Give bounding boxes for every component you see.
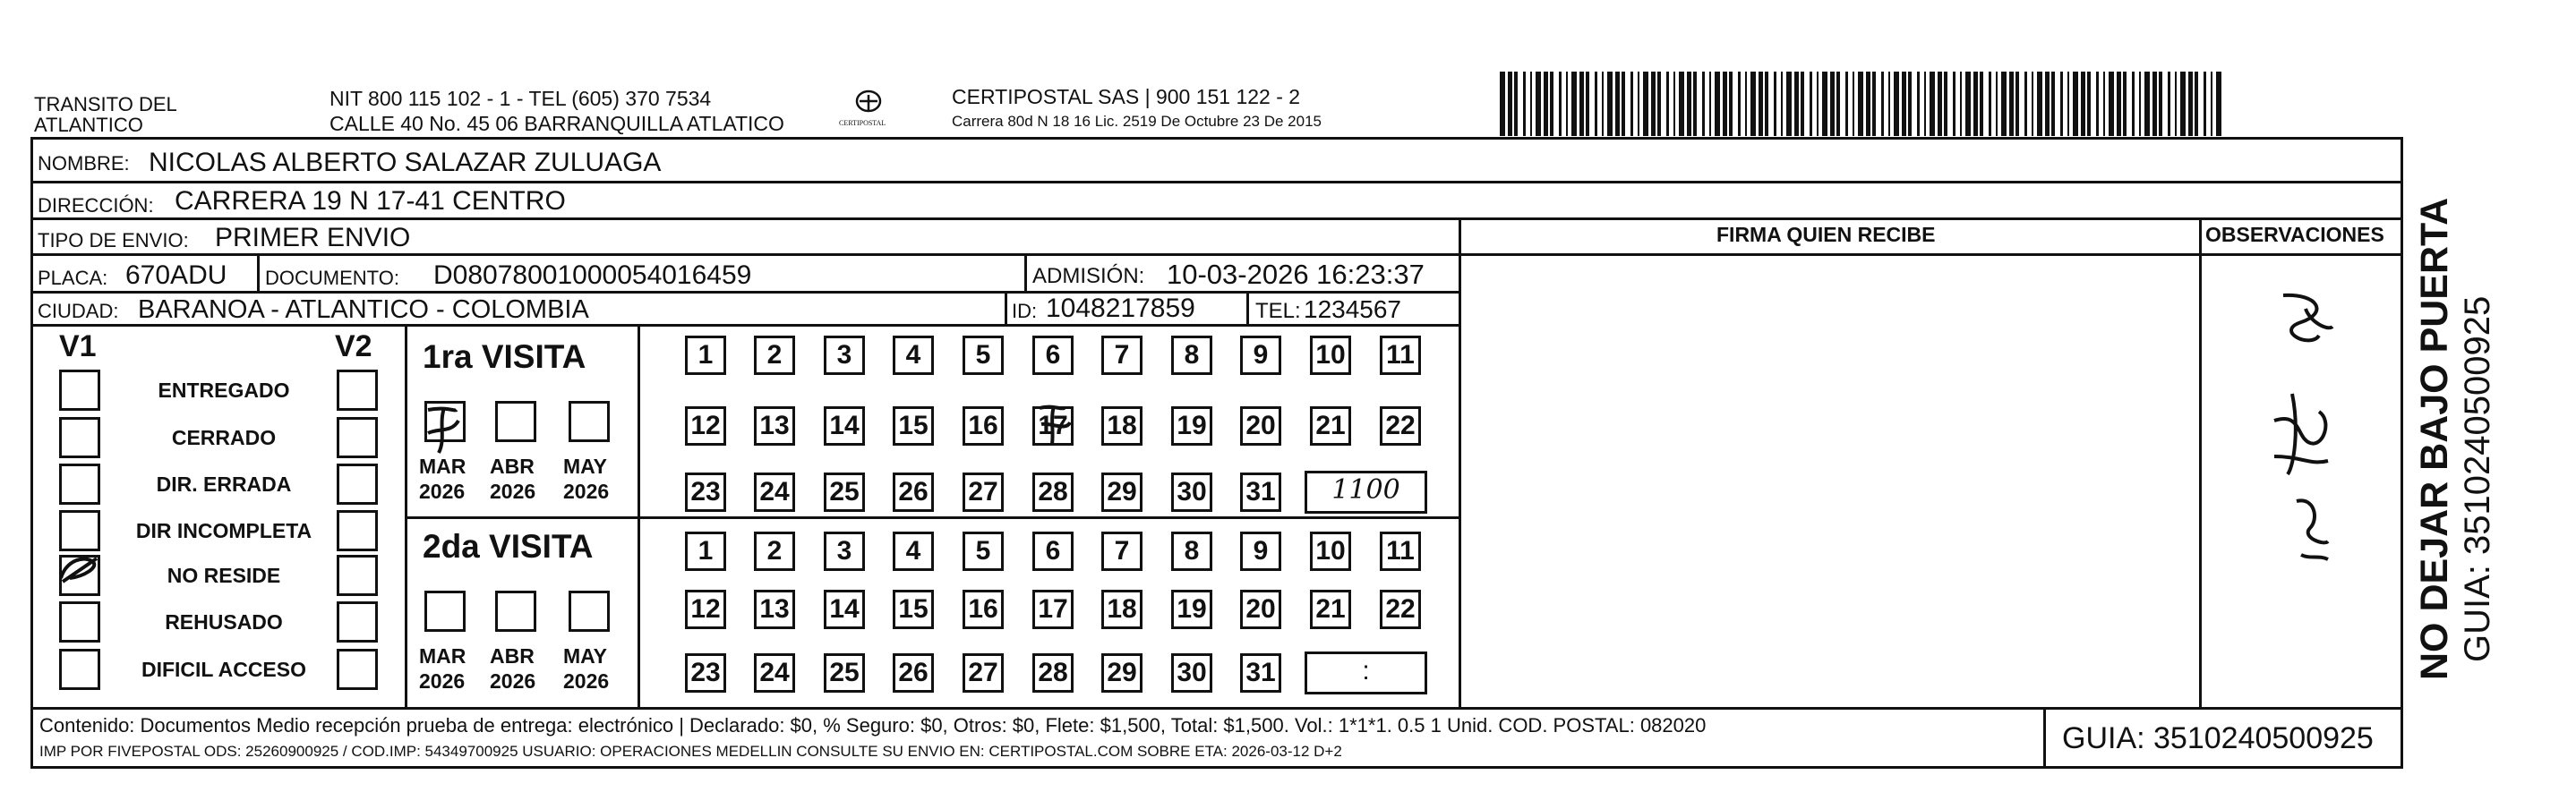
placa-label: PLACA:: [38, 267, 108, 289]
day-box[interactable]: 2: [754, 532, 795, 571]
day-box[interactable]: 5: [963, 532, 1004, 571]
day-box[interactable]: 12: [685, 590, 726, 629]
day-box[interactable]: 24: [754, 473, 795, 512]
month-checkbox[interactable]: [495, 591, 536, 632]
day-box[interactable]: 6: [1032, 336, 1074, 375]
v1-label: V1: [59, 329, 97, 363]
footer-imp-line: IMP POR FIVEPOSTAL ODS: 25260900925 / COD.IMP: 54349700925 USUARIO: OPERACIONES MEDELLIN CONSULTE SU ENVIO EN: CERTIPOSTAL.COM SOBRE ETA: 2026-03-12 D+2: [39, 743, 1342, 760]
signature-scribble-icon: [2247, 286, 2346, 582]
license-line: Carrera 80d N 18 16 Lic. 2519 De Octubre 23 De 2015: [952, 113, 1322, 130]
day-box[interactable]: 7: [1101, 336, 1143, 375]
status-label: REHUSADO: [165, 610, 283, 634]
day-box[interactable]: 5: [963, 336, 1004, 375]
org-line2: ATLANTICO: [34, 114, 143, 136]
admision-label: ADMISIÓN:: [1032, 264, 1145, 288]
admision-value: 10-03-2026 16:23:37: [1167, 259, 1425, 290]
org-line1: TRANSITO DEL: [34, 93, 177, 115]
day-box[interactable]: 17: [1032, 406, 1074, 446]
tel-value: 1234567: [1304, 295, 1402, 323]
day-box[interactable]: 31: [1240, 473, 1281, 512]
day-box[interactable]: 24: [754, 653, 795, 693]
day-box[interactable]: 23: [685, 653, 726, 693]
month-checkbox[interactable]: [569, 591, 610, 632]
status-label: CERRADO: [171, 426, 277, 449]
id-value: 1048217859: [1046, 294, 1195, 323]
day-box[interactable]: 21: [1310, 406, 1351, 446]
handwritten-check-icon: [419, 403, 468, 456]
direccion-label: DIRECCIÓN:: [38, 194, 154, 217]
v2-label: V2: [335, 329, 372, 363]
day-box[interactable]: 23: [685, 473, 726, 512]
day-box[interactable]: 13: [754, 590, 795, 629]
month-label: ABR: [490, 644, 535, 668]
day-box[interactable]: 28: [1032, 473, 1074, 512]
year-label: 2026: [419, 669, 466, 693]
status-label: NO RESIDE: [167, 564, 281, 587]
firma-column-header: FIRMA QUIEN RECIBE: [1716, 223, 1936, 246]
side-vertical-text: [2409, 161, 2507, 680]
time-box[interactable]: :: [1305, 651, 1427, 694]
day-box[interactable]: 26: [893, 653, 934, 693]
status-label: ENTREGADO: [158, 379, 290, 402]
month-label: ABR: [490, 455, 535, 478]
footer-guia: GUIA: 3510240500925: [2062, 721, 2374, 755]
footer-contenido: Contenido: Documentos Medio recepción prueba de entrega: electrónico | Declarado: $0, % Seguro: $0, Otros: $0, Flete: $1,500, Total: $1,500. Vol.: 1*1*1. 0.5 1 Unid. COD. POSTAL: 082020: [39, 714, 1707, 737]
day-box[interactable]: 11: [1380, 336, 1421, 375]
day-box[interactable]: 15: [893, 406, 934, 446]
day-box[interactable]: 28: [1032, 653, 1074, 693]
day-box[interactable]: 20: [1240, 406, 1281, 446]
side-warning: NO DEJAR BAJO PUERTA: [2413, 197, 2456, 680]
day-box[interactable]: 15: [893, 590, 934, 629]
day-box[interactable]: 10: [1310, 532, 1351, 571]
month-checkbox[interactable]: [424, 591, 466, 632]
day-box[interactable]: 25: [824, 473, 865, 512]
handwritten-check-icon: [1034, 401, 1079, 446]
day-box[interactable]: 16: [963, 590, 1004, 629]
day-box[interactable]: 9: [1240, 532, 1281, 571]
nit-line: NIT 800 115 102 - 1 - TEL (605) 370 7534: [329, 87, 712, 110]
barcode-icon: [1500, 72, 2225, 136]
year-label: 2026: [563, 669, 610, 693]
day-box[interactable]: 16: [963, 406, 1004, 446]
month-label: MAY: [563, 644, 607, 668]
day-box[interactable]: 31: [1240, 653, 1281, 693]
day-box[interactable]: 21: [1310, 590, 1351, 629]
tipo-envio-label: TIPO DE ENVIO:: [38, 229, 189, 251]
day-box[interactable]: 4: [893, 532, 934, 571]
day-box[interactable]: 27: [963, 653, 1004, 693]
side-guia: GUIA: 3510240500925: [2458, 295, 2497, 662]
year-label: 2026: [563, 480, 610, 503]
day-box[interactable]: 3: [824, 532, 865, 571]
day-box[interactable]: 26: [893, 473, 934, 512]
day-box[interactable]: 19: [1171, 406, 1212, 446]
visit-title: 2da VISITA: [423, 528, 594, 565]
day-box[interactable]: 17: [1032, 590, 1074, 629]
status-label: DIR INCOMPLETA: [135, 519, 312, 542]
ciudad-value: BARANOA - ATLANTICO - COLOMBIA: [138, 295, 589, 324]
documento-value: D08078001000054016459: [433, 260, 752, 290]
documento-label: DOCUMENTO:: [265, 267, 399, 289]
id-label: ID:: [1012, 300, 1038, 322]
time-box[interactable]: 1100: [1305, 471, 1427, 514]
nombre-label: NOMBRE:: [38, 152, 130, 175]
day-box[interactable]: 8: [1171, 532, 1212, 571]
status-label: DIFICIL ACCESO: [141, 658, 306, 681]
address-line: CALLE 40 No. 45 06 BARRANQUILLA ATLATICO: [329, 112, 784, 135]
day-box[interactable]: 3: [824, 336, 865, 375]
day-box[interactable]: 6: [1032, 532, 1074, 571]
month-label: MAR: [419, 455, 466, 478]
day-box[interactable]: 9: [1240, 336, 1281, 375]
year-label: 2026: [490, 480, 536, 503]
year-label: 2026: [490, 669, 536, 693]
certipostal-logo-icon: [837, 86, 900, 136]
direccion-value: CARRERA 19 N 17-41 CENTRO: [175, 186, 566, 216]
status-label: DIR. ERRADA: [156, 473, 292, 496]
day-box[interactable]: 1: [685, 532, 726, 571]
tel-label: TEL:: [1255, 299, 1301, 323]
day-box[interactable]: 10: [1310, 336, 1351, 375]
day-box[interactable]: 18: [1101, 590, 1143, 629]
observaciones-column-header: OBSERVACIONES: [2205, 223, 2384, 246]
checkmark-scribble-icon: [57, 551, 102, 587]
day-box[interactable]: 7: [1101, 532, 1143, 571]
ciudad-label: CIUDAD:: [38, 300, 119, 322]
day-box[interactable]: 22: [1380, 406, 1421, 446]
day-box[interactable]: 30: [1171, 473, 1212, 512]
tipo-envio-value: PRIMER ENVIO: [215, 223, 411, 252]
day-box[interactable]: 30: [1171, 653, 1212, 693]
day-box[interactable]: 22: [1380, 590, 1421, 629]
day-box[interactable]: 20: [1240, 590, 1281, 629]
placa-value: 670ADU: [125, 260, 227, 290]
day-box[interactable]: 14: [824, 406, 865, 446]
day-box[interactable]: 2: [754, 336, 795, 375]
logo-text: CERTIPOSTAL: [839, 119, 886, 127]
month-checkbox[interactable]: [495, 401, 536, 442]
company-line: CERTIPOSTAL SAS | 900 151 122 - 2: [952, 85, 1301, 108]
day-box[interactable]: 1: [685, 336, 726, 375]
nombre-value: NICOLAS ALBERTO SALAZAR ZULUAGA: [149, 148, 662, 177]
month-checkbox[interactable]: [569, 401, 610, 442]
visit-title: 1ra VISITA: [423, 338, 586, 375]
day-box[interactable]: 14: [824, 590, 865, 629]
day-box[interactable]: 11: [1380, 532, 1421, 571]
month-label: MAR: [419, 644, 466, 668]
day-box[interactable]: 27: [963, 473, 1004, 512]
day-box[interactable]: 25: [824, 653, 865, 693]
day-box[interactable]: 4: [893, 336, 934, 375]
day-box[interactable]: 29: [1101, 473, 1143, 512]
day-box[interactable]: 13: [754, 406, 795, 446]
day-box[interactable]: 18: [1101, 406, 1143, 446]
day-box[interactable]: 8: [1171, 336, 1212, 375]
year-label: 2026: [419, 480, 466, 503]
month-label: MAY: [563, 455, 607, 478]
day-box[interactable]: 29: [1101, 653, 1143, 693]
day-box[interactable]: 19: [1171, 590, 1212, 629]
day-box[interactable]: 12: [685, 406, 726, 446]
